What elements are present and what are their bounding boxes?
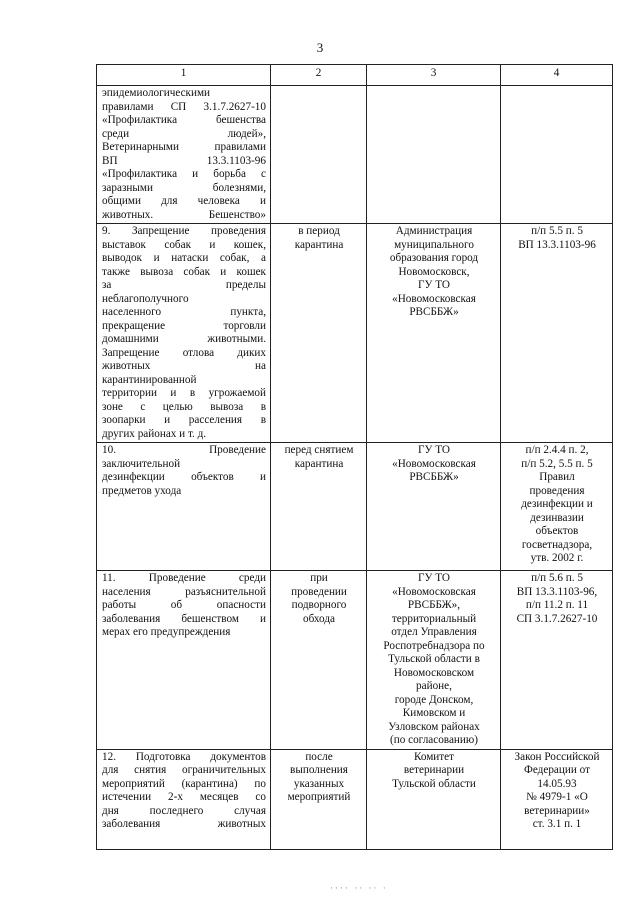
cell-text-line: Закон Российской	[514, 750, 600, 763]
cell-text-line: проведении	[291, 585, 347, 598]
cell-text-line: городе Донском,	[394, 693, 474, 706]
cell-text-line: «Новомосковская	[392, 457, 476, 470]
column-header-2: 2	[271, 65, 367, 86]
table-row	[97, 749, 613, 849]
cell-text-line: перед снятием	[284, 444, 354, 456]
table-row	[97, 86, 613, 224]
cell-text-line: работы об опасности	[102, 599, 266, 611]
cell-text-line: неблагополучного	[102, 292, 189, 305]
cell-text-line: мероприятий	[287, 791, 351, 803]
header-row	[97, 65, 613, 86]
cell-text-line: истечении 2-х месяцев со	[102, 791, 266, 803]
cell-text-line: в период	[298, 225, 340, 237]
cell-text-line: мероприятий (карантина) по	[102, 777, 266, 790]
cell-text-line: № 4979-1 «О	[526, 791, 588, 803]
cell-text-line: прекращение торговли	[102, 319, 266, 332]
cell-col2	[271, 443, 367, 571]
cell-text-line: муниципального	[394, 238, 474, 251]
cell-text-line: Узловском районах	[388, 720, 480, 733]
cell-col3	[367, 443, 501, 571]
cell-text-line: Федерации от	[524, 764, 590, 776]
cell-text-line: 9. Запрещение проведения	[102, 225, 266, 237]
cell-text-line: за пределы	[102, 279, 266, 291]
cell-text-line: п/п 5.5 п. 5	[531, 225, 583, 237]
cell-text-line: Ветеринарными правилами	[102, 141, 266, 153]
cell-text-line: дня последнего случая	[102, 804, 266, 817]
cell-text-line: «Новомосковская	[392, 292, 476, 305]
cell-text-line: образования город	[389, 252, 479, 264]
cell-text-line: ст. 3.1 п. 1	[532, 818, 582, 830]
cell-text-line: районе,	[416, 680, 452, 692]
cell-text-line: утв. 2002 г.	[530, 552, 584, 564]
cell-text-line: заболевания животных	[102, 818, 266, 830]
column-header-3: 3	[367, 65, 501, 86]
cell-text-line: территориальный	[391, 612, 477, 625]
cell-text-line: (по согласованию)	[390, 734, 478, 746]
cell-text-line: для снятия ограничительных	[102, 764, 266, 776]
cell-text-line: п/п 5.6 п. 5	[531, 572, 583, 584]
cell-text-line: 12. Подготовка документов	[102, 750, 266, 763]
cell-text-line: животных на	[102, 360, 266, 372]
cell-col3	[367, 224, 501, 443]
cell-text-line: при	[310, 572, 328, 584]
cell-text-line: территории и в угрожаемой	[102, 387, 266, 399]
table-body	[97, 86, 613, 850]
cell-text-line: населения разъяснительной	[102, 585, 266, 598]
cell-text-line: населенного пункта,	[102, 306, 266, 318]
cell-text-line: госветнадзора,	[521, 538, 593, 551]
cell-text-line: предметов ухода	[102, 484, 182, 497]
cell-text-line: дезинфекции и	[521, 498, 593, 510]
cell-text-line: РВСББЖ»,	[407, 599, 461, 611]
cell-text-line: СП 3.1.7.2627-10	[516, 612, 598, 625]
cell-col1	[97, 86, 271, 224]
cell-text-line: дезинфекции объектов и	[102, 471, 266, 483]
table-row	[97, 224, 613, 443]
cell-text-line: домашними животными.	[102, 333, 266, 345]
scan-marks: ···· ·· ·· ·	[330, 883, 388, 893]
cell-text-line: выполнения	[290, 764, 348, 776]
cell-text-line: 11. Проведение среди	[102, 572, 266, 584]
cell-text-line: Администрация	[395, 225, 473, 237]
cell-text-line: также вывоза собак и кошек	[102, 265, 266, 278]
cell-text-line: зоне с целью вывоза в	[102, 400, 266, 413]
cell-text-line: Запрещение отлова диких	[102, 346, 266, 359]
cell-text-line: ветеринарии»	[524, 804, 590, 817]
cell-text-line: карантинированной	[102, 373, 197, 386]
cell-text-line: обхода	[303, 612, 335, 625]
cell-text-line: ВП 13.3.1103-96,	[516, 585, 598, 598]
cell-text-line: карантина	[294, 238, 344, 251]
cell-text-line: ветеринарии	[403, 764, 465, 776]
cell-text-line: зоопарки и расселения в	[102, 414, 266, 426]
cell-text-line: Новомосковском	[393, 666, 475, 679]
cell-text-line: других районах и т. д.	[102, 427, 207, 440]
table-row	[97, 571, 613, 750]
cell-text-line: Кимовском и	[402, 707, 466, 719]
cell-text-line: Тульской области	[392, 777, 476, 790]
column-header-4: 4	[501, 65, 613, 86]
cell-col2	[271, 749, 367, 849]
cell-text-line: карантина	[294, 457, 344, 470]
cell-col3	[367, 749, 501, 849]
cell-text-line: правилами СП 3.1.7.2627-10	[102, 100, 266, 113]
cell-text-line: среди людей»,	[102, 127, 266, 140]
cell-col4	[501, 224, 613, 443]
cell-text-line: Новомосковск,	[398, 265, 470, 278]
cell-text-line: заразными болезнями,	[102, 181, 266, 194]
cell-text-line: п/п 2.4.4 п. 2,	[525, 444, 589, 456]
table-row	[97, 443, 613, 571]
cell-col2	[271, 86, 367, 224]
cell-text-line: мерах его предупреждения	[102, 626, 231, 638]
cell-text-line: РВСББЖ»	[409, 306, 459, 318]
cell-col4	[501, 443, 613, 571]
cell-col2	[271, 571, 367, 750]
cell-text-line: 14.05.93	[537, 777, 577, 790]
cell-col4	[501, 86, 613, 224]
cell-text-line: п/п 5.2, 5.5 п. 5	[521, 457, 593, 470]
cell-text-line: выводок и натаски собак, а	[102, 252, 266, 264]
cell-text-line: эпидемиологическими	[102, 87, 211, 99]
cell-text-line: Правил	[539, 471, 575, 483]
cell-text-line: РВСББЖ»	[409, 471, 459, 483]
page-number: 3	[316, 40, 324, 55]
cell-col1	[97, 571, 271, 750]
cell-text-line: «Профилактика и борьба с	[102, 168, 266, 180]
cell-text-line: проведения	[529, 484, 585, 497]
cell-text-line: 10. Проведение	[102, 444, 266, 456]
cell-text-line: отдел Управления	[391, 626, 477, 638]
cell-text-line: «Профилактика бешенства	[102, 114, 266, 126]
cell-text-line: подворного	[291, 599, 347, 611]
cell-text-line: ВП 13.3.1103-96	[102, 154, 266, 167]
cell-col4	[501, 749, 613, 849]
cell-col2	[271, 224, 367, 443]
cell-text-line: Комитет	[413, 750, 455, 763]
cell-text-line: заболевания бешенством и	[102, 612, 266, 625]
cell-col3	[367, 86, 501, 224]
cell-text-line: ГУ ТО	[418, 572, 450, 584]
cell-text-line: «Новомосковская	[392, 585, 476, 598]
cell-text-line: дезинвазии	[530, 511, 584, 524]
cell-col1	[97, 443, 271, 571]
cell-text-line: объектов	[535, 525, 579, 537]
cell-text-line: ВП 13.3.1103-96	[518, 238, 596, 251]
cell-text-line: выставок собак и кошек,	[102, 238, 266, 251]
cell-col1	[97, 224, 271, 443]
cell-text-line: указанных	[293, 777, 345, 790]
cell-text-line: Тульской области в	[388, 653, 480, 665]
cell-text-line: после	[305, 750, 333, 763]
cell-text-line: ГУ ТО	[418, 279, 450, 291]
column-header-1: 1	[97, 65, 271, 86]
cell-col1	[97, 749, 271, 849]
cell-text-line: п/п 11.2 п. 11	[525, 599, 589, 611]
cell-text-line: заключительной	[102, 457, 181, 470]
cell-col3	[367, 571, 501, 750]
cell-col4	[501, 571, 613, 750]
measures-table	[96, 64, 613, 850]
cell-text-line: ГУ ТО	[418, 444, 450, 456]
cell-text-line: животных. Бешенство»	[102, 208, 266, 221]
cell-text-line: общими для человека и	[102, 195, 266, 207]
cell-text-line: Роспотребнадзора по	[383, 639, 485, 652]
